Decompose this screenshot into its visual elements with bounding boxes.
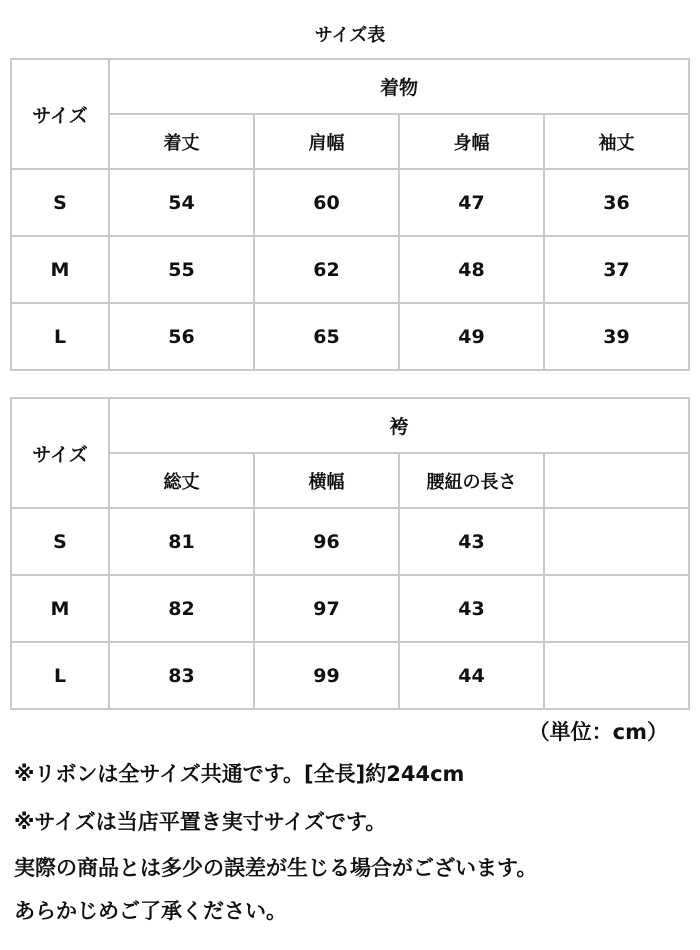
size-label: L xyxy=(11,303,109,370)
table-row xyxy=(11,303,689,370)
table-row xyxy=(11,575,689,642)
table-row xyxy=(11,236,689,303)
table-cell: 43 xyxy=(399,575,544,642)
table-cell: 83 xyxy=(109,642,254,709)
unit-label: （単位：cm） xyxy=(528,720,668,744)
size-label: L xyxy=(11,642,109,709)
kimono-size-table xyxy=(10,58,690,371)
table-cell: 49 xyxy=(399,303,544,370)
size-label: S xyxy=(11,169,109,236)
row-header-size: サイズ xyxy=(11,59,109,169)
column-header: 袖丈 xyxy=(544,114,689,169)
table-cell: 96 xyxy=(254,508,399,575)
section-header-kimono: 着物 xyxy=(109,59,689,114)
table-cell: 44 xyxy=(399,642,544,709)
note-measurement: ※サイズは当店平置き実寸サイズです。 xyxy=(14,810,387,834)
table-cell: 81 xyxy=(109,508,254,575)
column-header: 着丈 xyxy=(109,114,254,169)
table-cell: 39 xyxy=(544,303,689,370)
table-cell: 60 xyxy=(254,169,399,236)
table-cell xyxy=(544,508,689,575)
note-ribbon: ※リボンは全サイズ共通です。[全長]約244cm xyxy=(14,762,465,786)
table-cell: 65 xyxy=(254,303,399,370)
table-cell: 56 xyxy=(109,303,254,370)
table-cell: 97 xyxy=(254,575,399,642)
section-header-hakama: 袴 xyxy=(109,398,689,453)
column-header: 身幅 xyxy=(399,114,544,169)
size-label: S xyxy=(11,508,109,575)
table-row xyxy=(11,642,689,709)
size-chart-title: サイズ表 xyxy=(314,25,386,46)
size-label: M xyxy=(11,575,109,642)
table-cell: 47 xyxy=(399,169,544,236)
column-header xyxy=(544,453,689,508)
table-cell: 37 xyxy=(544,236,689,303)
table-cell: 54 xyxy=(109,169,254,236)
table-cell xyxy=(544,642,689,709)
column-header: 総丈 xyxy=(109,453,254,508)
column-header: 横幅 xyxy=(254,453,399,508)
table-cell: 36 xyxy=(544,169,689,236)
column-header: 腰紐の長さ xyxy=(399,453,544,508)
size-label: M xyxy=(11,236,109,303)
table-cell: 48 xyxy=(399,236,544,303)
table-row xyxy=(11,508,689,575)
table-row xyxy=(11,169,689,236)
table-cell: 62 xyxy=(254,236,399,303)
hakama-size-table xyxy=(10,397,690,710)
note-acknowledgement: あらかじめご了承ください。 xyxy=(14,899,287,923)
row-header-size: サイズ xyxy=(11,398,109,508)
column-header: 肩幅 xyxy=(254,114,399,169)
table-cell: 43 xyxy=(399,508,544,575)
note-tolerance: 実際の商品とは多少の誤差が生じる場合がございます。 xyxy=(14,856,538,880)
table-cell: 55 xyxy=(109,236,254,303)
table-cell: 99 xyxy=(254,642,399,709)
table-cell: 82 xyxy=(109,575,254,642)
table-cell xyxy=(544,575,689,642)
